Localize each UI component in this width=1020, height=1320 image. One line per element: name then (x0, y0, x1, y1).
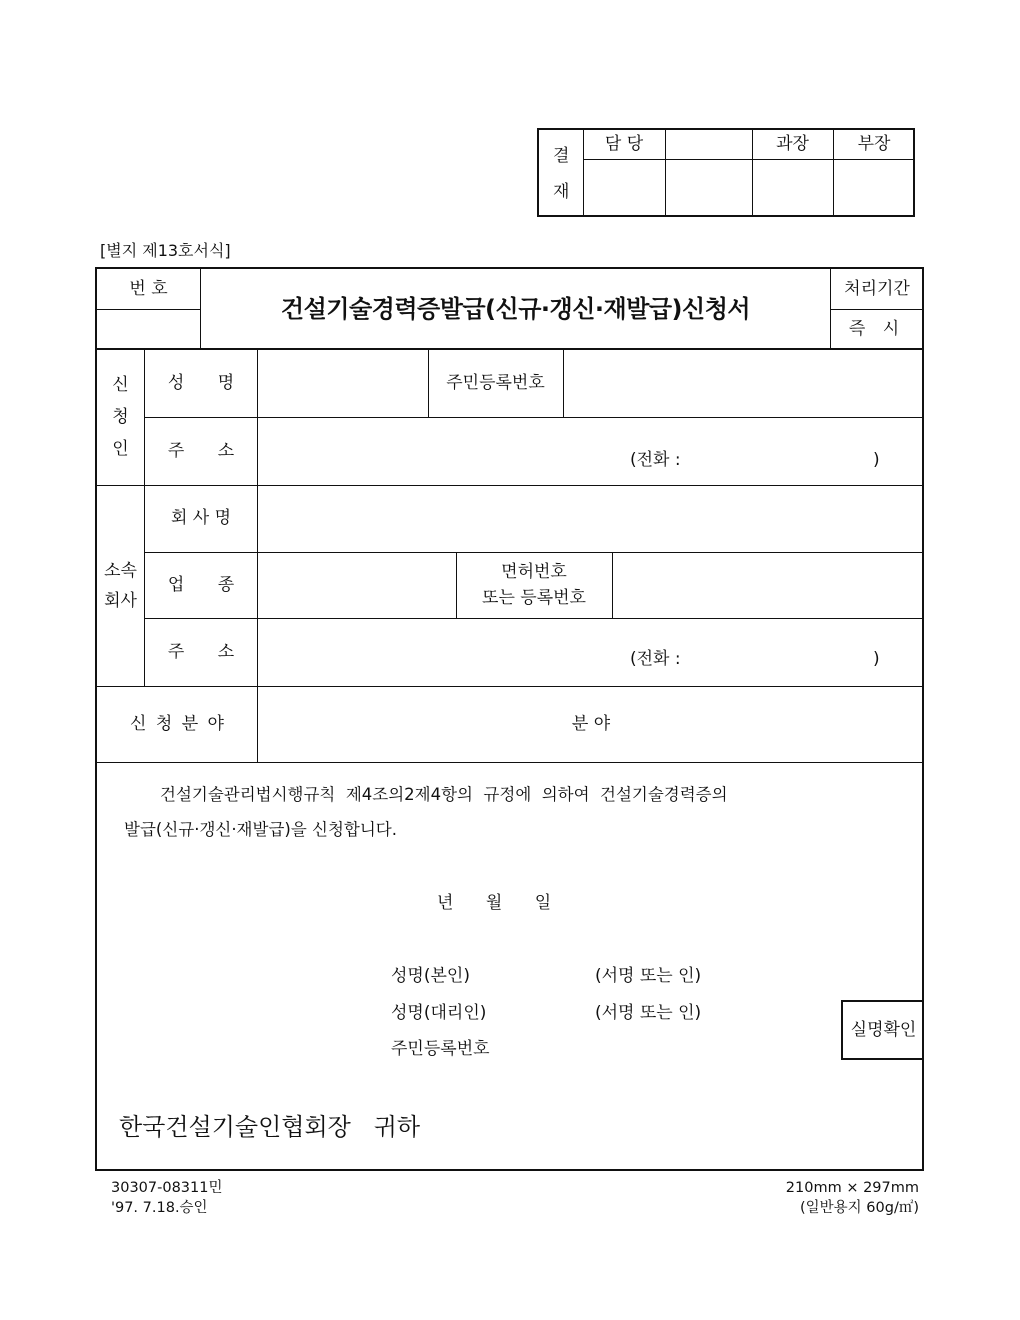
footer-form-code: 30307-08311민 (111, 1180, 223, 1196)
name-label: 성 명 (167, 372, 235, 393)
license-number-label-line-1: 면허번호 (501, 562, 567, 582)
form-title: 건설기술경력증발급(신규·갱신·재발급)신청서 (280, 294, 751, 323)
signature-proxy-label: 성명(대리인) (391, 1003, 487, 1023)
applicant-address-label: 주 소 (167, 440, 235, 461)
resident-number-label: 주민등록번호 (446, 372, 545, 393)
signature-proxy-note: (서명 또는 인) (595, 1003, 702, 1023)
application-form (95, 267, 924, 1171)
application-date: 년 월 일 (437, 893, 552, 913)
signature-self-label: 성명(본인) (391, 966, 470, 986)
footer-paper-type: (일반용지 60g/㎡) (800, 1200, 919, 1216)
license-number-label (456, 552, 612, 618)
footer-paper-size: 210mm × 297mm (785, 1180, 919, 1196)
approval-side-label-2: 재 (553, 182, 570, 202)
license-number-field[interactable] (613, 553, 924, 618)
company-address-label: 주 소 (167, 641, 235, 662)
company-name-field[interactable] (258, 486, 924, 552)
application-field-label: 신 청 분 야 (130, 713, 224, 734)
footer-approval-date: '97. 7.18.승인 (111, 1200, 208, 1216)
signature-self-note: (서명 또는 인) (595, 966, 702, 986)
recipient: 한국건설기술인협회장 귀하 (119, 1113, 421, 1141)
application-field-value-label: 분 야 (571, 713, 611, 734)
applicant-phone-label: (전화 : (630, 450, 681, 470)
company-phone-close: ) (873, 649, 880, 669)
approval-sign-director[interactable] (834, 160, 915, 217)
applicant-section-char-1: 신 (112, 375, 129, 395)
approval-sign-blank[interactable] (666, 160, 752, 217)
company-address-field[interactable] (258, 619, 924, 686)
identity-verification-label: 실명확인 (850, 1019, 917, 1040)
approval-side-label-1: 결 (553, 146, 570, 166)
approval-col-staff: 담 당 (604, 134, 644, 154)
business-type-label: 업 종 (167, 574, 235, 595)
identity-verification-box[interactable] (841, 1000, 924, 1060)
approval-box (537, 128, 915, 217)
statement-line-2: 발급(신규·갱신·재발급)을 신청합니다. (124, 820, 397, 839)
proxy-resident-number-label: 주민등록번호 (391, 1039, 490, 1059)
approval-sign-manager[interactable] (753, 160, 833, 217)
number-field[interactable] (98, 310, 200, 348)
applicant-section-char-2: 청 (112, 407, 129, 427)
company-section-line-2: 회사 (104, 590, 137, 611)
license-number-label-line-2: 또는 등록번호 (482, 588, 586, 608)
applicant-phone-close: ) (873, 450, 880, 470)
approval-col-blank (665, 130, 752, 159)
number-label: 번 호 (129, 278, 168, 299)
name-field[interactable] (258, 350, 428, 417)
approval-col-director: 부장 (857, 134, 891, 154)
business-type-field[interactable] (258, 553, 456, 618)
company-phone-label: (전화 : (630, 649, 681, 669)
approval-col-manager: 과장 (776, 134, 809, 154)
statement-line-1: 건설기술관리법시행규칙 제4조의2제4항의 규정에 의하여 건설기술경력증의 (160, 785, 728, 804)
applicant-section-label (97, 349, 144, 485)
approval-sign-staff[interactable] (584, 160, 665, 217)
company-section-line-1: 소속 (104, 560, 137, 581)
form-code: [별지 제13호서식] (100, 241, 231, 260)
processing-period-label: 처리기간 (844, 278, 910, 299)
resident-number-field[interactable] (564, 350, 924, 417)
company-section-label (97, 485, 144, 686)
applicant-section-char-3: 인 (112, 439, 129, 459)
company-name-label: 회 사 명 (170, 508, 232, 528)
processing-period-value: 즉 시 (848, 318, 906, 339)
applicant-address-field[interactable] (258, 418, 924, 485)
